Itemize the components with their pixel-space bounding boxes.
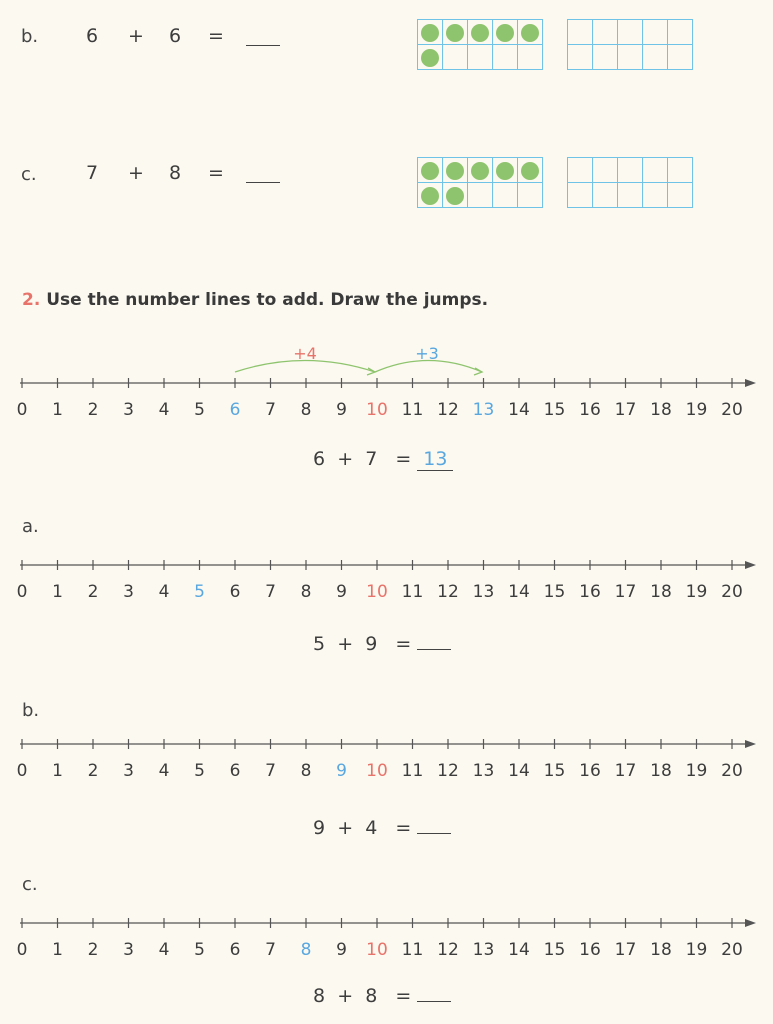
tick-label: 2 [87,582,99,602]
tick-label: 11 [401,940,424,960]
tick-label: 18 [650,582,672,602]
tick-label: 11 [401,761,424,781]
tick-label: 15 [543,582,566,602]
tick-label: 14 [508,400,530,420]
jump-label-1: +4 [293,344,317,363]
tick-label: 10 [366,400,388,420]
tick-label: 2 [87,400,99,420]
tick-label: 6 [229,940,241,960]
answer-blank[interactable] [417,815,451,834]
ten-frame-cell[interactable] [593,158,618,183]
ten-frame-cell [443,183,468,208]
addend-a: 6 [313,448,326,470]
problem-letter: c. [22,874,38,895]
tick-label: 3 [123,582,134,602]
addend-b: 8 [169,162,182,184]
plus-sign: + [128,25,144,47]
tick-label: 6 [229,761,241,781]
ten-frame-cell [443,45,468,70]
equals-sign: = [208,25,224,47]
tick-label: 12 [437,940,459,960]
equals-sign: = [395,817,412,839]
tick-label: 18 [650,761,672,781]
addend-a: 9 [313,817,326,839]
ten-frame-cell[interactable] [568,20,593,45]
ten-frame-cell[interactable] [618,158,643,183]
ten-frame-cell [443,158,468,183]
ten-frame-cell[interactable] [668,158,693,183]
counter-dot-icon [421,162,439,180]
counter-dot-icon [421,187,439,205]
ten-frame-cell [493,158,518,183]
ten-frame-cell[interactable] [668,45,693,70]
counter-dot-icon [421,49,439,67]
tick-label: 14 [508,582,530,602]
ten-frame-cell [493,20,518,45]
equation-a [313,631,451,655]
tick-label: 1 [52,400,63,420]
addend-b: 6 [169,25,182,47]
answer-blank[interactable] [246,27,280,46]
tick-label: 20 [721,761,743,781]
tick-label: 4 [158,761,170,781]
answer-blank[interactable] [417,631,451,650]
addend-a: 5 [313,633,326,655]
number-line-b[interactable] [0,724,773,789]
ten-frame-cell[interactable] [618,183,643,208]
example-answer: 13 [417,448,453,471]
counter-dot-icon [446,24,464,42]
tick-label: 6 [229,582,241,602]
tick-label: 8 [300,582,312,602]
section-instruction: Use the number lines to add. Draw the jumps. [46,290,489,310]
tick-label: 17 [614,582,637,602]
tick-label: 5 [194,940,205,960]
problem-letter: b. [21,26,39,47]
ten-frame-cell [518,45,543,70]
tick-label: 15 [543,761,566,781]
ten-frame-cell [493,183,518,208]
tick-label: 0 [16,761,28,781]
tick-label: 13 [472,400,495,420]
tick-label: 1 [52,761,63,781]
number-line-a[interactable] [0,545,773,610]
tick-label: 13 [472,940,495,960]
tick-label: 19 [685,761,708,781]
answer-blank[interactable] [246,164,280,183]
addend-a: 6 [86,25,99,47]
tick-label: 16 [579,582,601,602]
counter-dot-icon [496,24,514,42]
tick-label: 19 [685,582,708,602]
tick-label: 7 [265,400,276,420]
tick-label: 9 [336,582,347,602]
plus-sign: + [128,162,144,184]
tick-label: 7 [265,940,276,960]
equation-b [313,815,451,839]
tick-label: 17 [614,400,637,420]
ten-frame-cell[interactable] [593,183,618,208]
ten-frame-cell [418,158,443,183]
tick-label: 0 [16,940,28,960]
ten-frame-cell[interactable] [618,45,643,70]
ten-frame-filled [417,19,543,70]
tick-label: 3 [123,940,134,960]
tick-label: 12 [437,400,459,420]
plus-sign: + [337,633,354,655]
tick-label: 7 [265,761,276,781]
addend-a: 8 [313,985,326,1007]
ten-frame-cell[interactable] [668,183,693,208]
ten-frame-empty[interactable] [567,157,693,208]
arrow-right-icon [745,919,756,927]
tick-label: 19 [685,940,708,960]
arrow-right-icon [745,379,756,387]
tick-label: 0 [16,582,28,602]
equals-sign: = [395,448,412,470]
addend-b: 8 [365,985,378,1007]
answer-blank[interactable] [417,983,451,1002]
tick-label: 8 [300,400,312,420]
plus-sign: + [337,448,354,470]
tick-label: 11 [401,582,424,602]
counter-dot-icon [521,162,539,180]
tick-label: 16 [579,761,601,781]
tick-label: 18 [650,400,672,420]
tick-label: 10 [366,582,388,602]
tick-label: 11 [401,400,424,420]
problem-letter: c. [21,164,37,185]
tick-label: 5 [194,582,205,602]
tick-label: 3 [123,400,134,420]
addend-b: 4 [365,817,378,839]
ten-frame-cell[interactable] [643,45,668,70]
tick-label: 4 [158,582,170,602]
tick-label: 13 [472,582,495,602]
tick-label: 12 [437,582,459,602]
tick-label: 17 [614,761,637,781]
ten-frame-cell [418,183,443,208]
counter-dot-icon [421,24,439,42]
ten-frame-cell[interactable] [643,183,668,208]
tick-label: 20 [721,582,743,602]
tick-label: 16 [579,940,601,960]
ten-frame-cell [418,20,443,45]
addend-b: 9 [365,633,378,655]
number-line-example [0,335,773,425]
tick-label: 10 [366,940,388,960]
ten-frame-cell [518,158,543,183]
ten-frame-cell[interactable] [593,45,618,70]
tick-label: 7 [265,582,276,602]
tick-label: 15 [543,400,566,420]
tick-label: 16 [579,400,601,420]
tick-label: 4 [158,400,170,420]
tick-label: 1 [52,582,63,602]
tick-label: 17 [614,940,637,960]
tick-label: 0 [16,400,28,420]
counter-dot-icon [471,24,489,42]
ten-frame-cell[interactable] [568,183,593,208]
equals-sign: = [208,162,224,184]
counter-dot-icon [471,162,489,180]
equals-sign: = [395,633,412,655]
tick-label: 9 [336,400,347,420]
ten-frame-cell [418,45,443,70]
ten-frame-cell [493,45,518,70]
problem-letter: b. [22,700,40,721]
ten-frame-cell[interactable] [643,20,668,45]
ten-frame-cell [468,45,493,70]
section-number: 2. [22,290,41,310]
ten-frame-cell[interactable] [568,158,593,183]
tick-label: 2 [87,761,99,781]
ten-frame-filled [417,157,543,208]
tick-label: 5 [194,761,205,781]
equals-sign: = [395,985,412,1007]
ten-frame-cell [518,20,543,45]
example-equation [313,448,453,471]
ten-frame-cell[interactable] [668,20,693,45]
arrow-right-icon [745,561,756,569]
ten-frame-cell [443,20,468,45]
tick-label: 4 [158,940,170,960]
section-heading [22,290,488,310]
tick-label: 14 [508,940,530,960]
counter-dot-icon [521,24,539,42]
equation-c [313,983,451,1007]
plus-sign: + [337,985,354,1007]
counter-dot-icon [446,162,464,180]
tick-label: 18 [650,940,672,960]
ten-frame-cell[interactable] [593,20,618,45]
tick-label: 3 [123,761,134,781]
ten-frame-empty[interactable] [567,19,693,70]
tick-label: 1 [52,940,63,960]
tick-label: 14 [508,761,530,781]
tick-label: 20 [721,400,743,420]
tick-label: 9 [336,940,347,960]
tick-label: 12 [437,761,459,781]
counter-dot-icon [446,187,464,205]
addend-a: 7 [86,162,99,184]
ten-frame-cell[interactable] [618,20,643,45]
jump-label-2: +3 [415,344,439,363]
tick-label: 5 [194,400,205,420]
ten-frame-cell[interactable] [643,158,668,183]
tick-label: 9 [336,761,347,781]
ten-frame-cell [468,158,493,183]
number-line-c[interactable] [0,903,773,968]
counter-dot-icon [496,162,514,180]
tick-label: 19 [685,400,708,420]
problem-letter: a. [22,516,39,537]
ten-frame-cell [518,183,543,208]
ten-frame-cell [468,20,493,45]
tick-label: 6 [229,400,241,420]
tick-label: 8 [300,761,312,781]
tick-label: 20 [721,940,743,960]
arrow-head-icon [367,368,375,375]
tick-label: 2 [87,940,99,960]
ten-frame-cell[interactable] [568,45,593,70]
tick-label: 13 [472,761,495,781]
arrow-right-icon [745,740,756,748]
tick-label: 15 [543,940,566,960]
plus-sign: + [337,817,354,839]
tick-label: 8 [300,940,312,960]
ten-frame-cell [468,183,493,208]
addend-b: 7 [365,448,378,470]
tick-label: 10 [366,761,388,781]
